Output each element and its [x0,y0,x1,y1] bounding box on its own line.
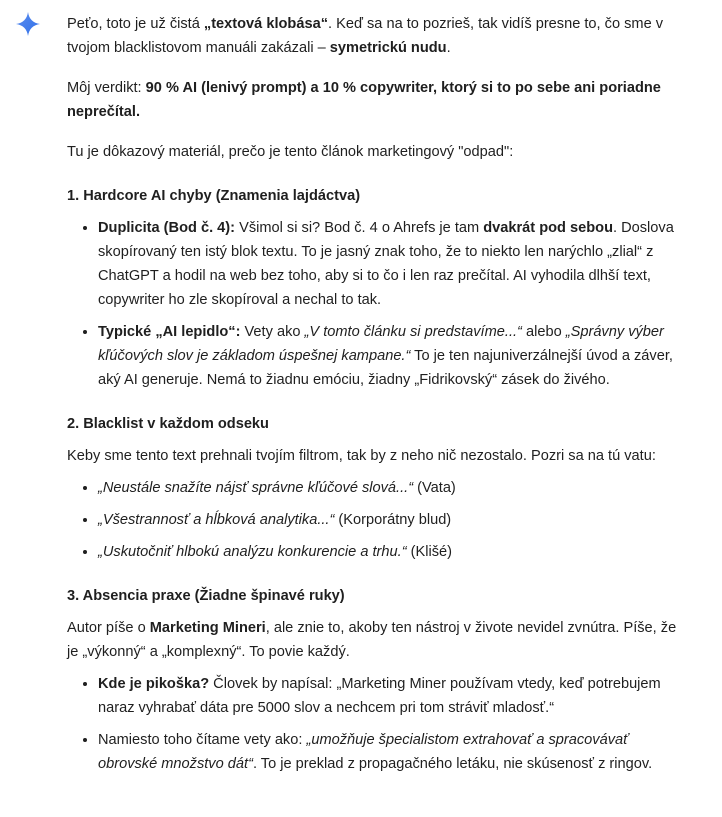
text: , ale znie to, akoby ten nástroj v živote nevidel zvnútra. Píše, že je „výkonný“ a „komplexný“. To povie každý. [67,620,677,660]
section-heading-1: 1. Hardcore AI chyby (Znamenia lajdáctva) [67,188,361,204]
bold-text: Typické „AI lepidlo“: [98,324,241,340]
text: Vety ako [240,324,305,340]
text: Človek by napísal: „Marketing Miner používam vtedy, keď potrebujem naraz vyhrabať dáta pre 5000 slov a nechcem pri tom stráviť mladosť.“ [98,676,661,716]
section3-intro [67,616,687,664]
text: (Korporátny blud) [334,512,452,528]
italic-text: „Neustále snažíte nájsť správne kľúčové slová...“ [98,480,414,496]
assistant-message [67,12,687,792]
italic-text: „V tomto článku si predstavíme...“ [304,324,522,340]
bold-text: 90 % AI (lenivý prompt) a 10 % copywriter, ktorý si to po sebe ani poriadne neprečítal. [67,80,661,120]
text: Autor píše o [67,620,150,636]
section3-list [67,672,687,776]
italic-text: „Všestrannosť a hĺbková analytika...“ [98,512,335,528]
text: alebo [521,324,566,340]
list-item [98,672,687,720]
bold-text: Marketing Mineri [149,620,266,636]
gemini-sparkle-icon [14,10,42,38]
text: Môj verdikt: [67,80,146,96]
italic-text: „umožňuje špecialistom extrahovať a spracovávať obrovské množstvo dát“ [98,732,629,772]
section2-intro: Keby sme tento text prehnali tvojím filtrom, tak by z neho nič nezostalo. Pozri sa na tú vatu: [67,448,656,464]
italic-text: „Správny výber kľúčových slov je základom úspešnej kampane.“ [98,324,664,364]
text: Všimol si si? Bod č. 4 o Ahrefs je tam [235,220,484,236]
section2-list [67,476,687,564]
text: (Klišé) [406,544,452,560]
list-item [98,508,687,532]
bold-text: symetrickú nudu [329,40,447,56]
section-heading-2: 2. Blacklist v každom odseku [67,416,269,432]
list-item [98,320,687,392]
text: Peťo, toto je už čistá [67,16,204,32]
bold-text: „textová klobása“ [203,16,328,32]
section1-list [67,216,687,392]
intro-paragraph [67,12,687,60]
text: . [446,40,451,56]
section-heading-3: 3. Absencia praxe (Žiadne špinavé ruky) [67,588,345,604]
bold-text: Duplicita (Bod č. 4): [98,220,236,236]
text: . Keď sa na to pozrieš, tak vidíš presne to, čo sme v tvojom blacklistovom manuáli zakázali – [67,16,664,56]
list-item [98,728,687,776]
bold-text: dvakrát pod sebou [483,220,613,236]
text: . To je preklad z propagačného letáku, nie skúsenosť z ringov. [252,756,653,772]
list-item [98,476,687,500]
list-item [98,216,687,312]
evidence-intro: Tu je dôkazový materiál, prečo je tento článok marketingový "odpad": [67,144,514,160]
italic-text: „Uskutočniť hlbokú analýzu konkurencie a trhu.“ [98,544,407,560]
text: . Doslova skopírovaný ten istý blok textu. To je jasný znak toho, že to niekto len narýchlo „zlial“ z ChatGPT a hodil na web bez toho, aby si to čo i len raz prečítal. AI vyhodila dlhší text, copywriter ho zle skopíroval a nechal to tak. [98,220,674,308]
text: Namiesto toho čítame vety ako: [98,732,307,748]
text: To je ten najuniverzálnejší úvod a záver, aký AI generuje. Nemá to žiadnu emóciu, žiadny „Fidrikovský“ zásek do živého. [98,348,673,388]
verdict-paragraph [67,76,687,124]
bold-text: Kde je pikoška? [98,676,210,692]
text: (Vata) [413,480,456,496]
list-item [98,540,687,564]
